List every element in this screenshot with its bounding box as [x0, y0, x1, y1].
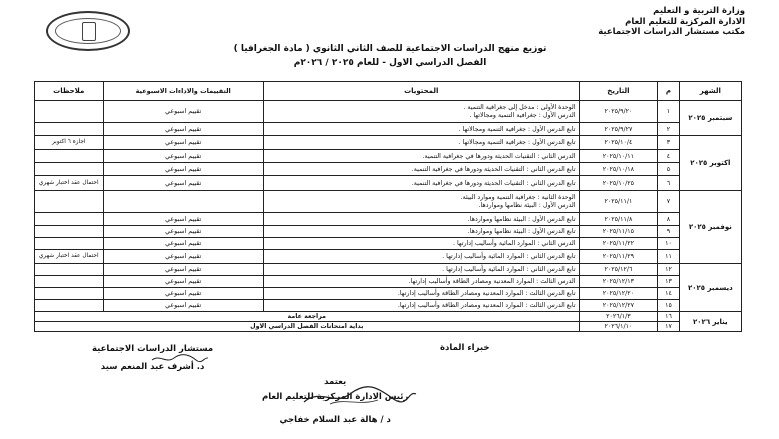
header-notes: ملاحظات	[35, 82, 104, 101]
header-month: الشهر	[679, 82, 741, 101]
table-row: ١٥ ٢٠٢٥/١٢/٢٧ تابع الدرس الثالث : الموارد المعدنية ومصادر الطاقة وأساليب إدارتها. تقييم اسبوعي	[35, 300, 742, 312]
department-name: الادارة المركزية للتعليم العام	[625, 16, 745, 27]
exams-cell: بداية امتحانات الفصل الدراسي الاول	[35, 322, 580, 332]
month-cell: سبتمبر ٢٠٢٥	[679, 101, 741, 136]
document-subtitle: الفصل الدراسي الاول - للعام ٢٠٢٥ / ٢٠٢٦م	[293, 58, 487, 68]
ministry-name: وزارة التربية و التعليم	[653, 6, 745, 16]
head-signature-scribble	[300, 384, 420, 408]
table-header-row	[35, 82, 742, 101]
advisor-title: مستشار الدراسات الاجتماعية	[92, 344, 214, 354]
table-row: نوفمبر ٢٠٢٥ ٧ ٢٠٢٥/١١/١ الوحدة الثانية : جغرافية التنمية وموارد البيئة. الدرس الأول : البيئة نظامها ومواردها.	[35, 191, 742, 213]
advisor-name: د. أشرف عبد المنعم سيد	[100, 362, 205, 372]
table-row: ١٧ ٢٠٢٦/١/١٠ بداية امتحانات الفصل الدراسي الاول	[35, 322, 742, 332]
table-row: اكتوبر ٢٠٢٥ ٣ ٢٠٢٥/١٠/٤ تابع الدرس الأول : جغرافية التنمية ومجالاتها . تقييم اسبوعي اجازة ٦ اكتوبر	[35, 136, 742, 150]
review-cell: مراجعة عامة	[35, 312, 580, 322]
head-name: د / هالة عبد السلام خفاجي	[279, 415, 391, 425]
month-cell: يناير ٢٠٢٦	[679, 312, 741, 332]
ministry-seal	[46, 11, 130, 51]
approve-label: يعتمد	[324, 377, 347, 387]
curriculum-table	[34, 81, 742, 332]
header-content: المحتويات	[263, 82, 579, 101]
month-cell: ديسمبر ٢٠٢٥	[679, 264, 741, 312]
header-date: التاريخ	[579, 82, 658, 101]
table-row: ٤ ٢٠٢٥/١٠/١١ الدرس الثاني : التقنيات الحديثة ودورها في جغرافية التنمية. تقييم اسبوعي	[35, 150, 742, 163]
table-row: ٢ ٢٠٢٥/٩/٢٧ تابع الدرس الأول : جغرافية التنمية ومجالاتها . تقييم اسبوعي	[35, 123, 742, 136]
document-title: توزيع منهج الدراسات الاجتماعية للصف الثاني الثانوي ( مادة الجغرافيا )	[233, 44, 547, 54]
advisor-signature-scribble	[150, 352, 210, 364]
office-name: مكتب مستشار الدراسات الاجتماعية	[598, 27, 745, 37]
month-cell: اكتوبر ٢٠٢٥	[679, 136, 741, 191]
table-row: سبتمبر ٢٠٢٥ ١ ٢٠٢٥/٩/٢٠ الوحدة الأولى : مدخل إلى جغرافية التنمية . الدرس الأول : جغرافية التنمية ومجالاتها . تقييم اسبوعي	[35, 101, 742, 123]
month-cell: نوفمبر ٢٠٢٥	[679, 191, 741, 264]
experts-signature: خبراء المادة	[440, 343, 490, 353]
table-row: ٦ ٢٠٢٥/١٠/٢٥ تابع الدرس الثاني : التقنيات الحديثة ودورها في جغرافية التنمية. تقييم اسبوعي احتمال عقد اختبار شهري	[35, 176, 742, 191]
ministry-header	[598, 6, 745, 38]
table-row: ١٤ ٢٠٢٥/١٢/٢٠ تابع الدرس الثالث : الموارد المعدنية ومصادر الطاقة وأساليب إدارتها. تقييم اسبوعي	[35, 288, 742, 300]
table-row: ١١ ٢٠٢٥/١١/٢٩ تابع الدرس الثاني : الموارد المائية وأساليب إدارتها . تقييم اسبوعي احتمال عقد اختبار شهري	[35, 250, 742, 264]
table-row: ١٠ ٢٠٢٥/١١/٢٢ الدرس الثاني : الموارد المائية وأساليب إدارتها . تقييم اسبوعي	[35, 238, 742, 250]
head-title: رئيس الادارة المركزية للتعليم العام	[262, 392, 409, 402]
table-row: ٨ ٢٠٢٥/١١/٨ تابع الدرس الأول : البيئة نظامها ومواردها. تقييم اسبوعي	[35, 213, 742, 226]
table-row: ٥ ٢٠٢٥/١٠/١٨ تابع الدرس الثاني : التقنيات الحديثة ودورها في جغرافية التنمية. تقييم اسبوعي	[35, 163, 742, 176]
table-row: ٩ ٢٠٢٥/١١/١٥ تابع الدرس الأول : البيئة نظامها ومواردها. تقييم اسبوعي	[35, 226, 742, 238]
table-row: ديسمبر ٢٠٢٥ ١٢ ٢٠٢٥/١٢/٦ تابع الدرس الثاني : الموارد المائية وأساليب إدارتها . تقييم اسبوعي	[35, 264, 742, 276]
table-row: يناير ٢٠٢٦ ١٦ ٢٠٢٦/١/٣ مراجعة عامة	[35, 312, 742, 322]
header-num: م	[658, 82, 679, 101]
header-eval: التقييمات والاداءات الاسبوعية	[103, 82, 263, 101]
content-cell: الوحدة الأولى : مدخل إلى جغرافية التنمية . الدرس الأول : جغرافية التنمية ومجالاتها .	[263, 101, 579, 123]
table-row: ١٣ ٢٠٢٥/١٢/١٣ الدرس الثالث : الموارد المعدنية ومصادر الطاقة وأساليب إدارتها. تقييم اسبوعي	[35, 276, 742, 288]
